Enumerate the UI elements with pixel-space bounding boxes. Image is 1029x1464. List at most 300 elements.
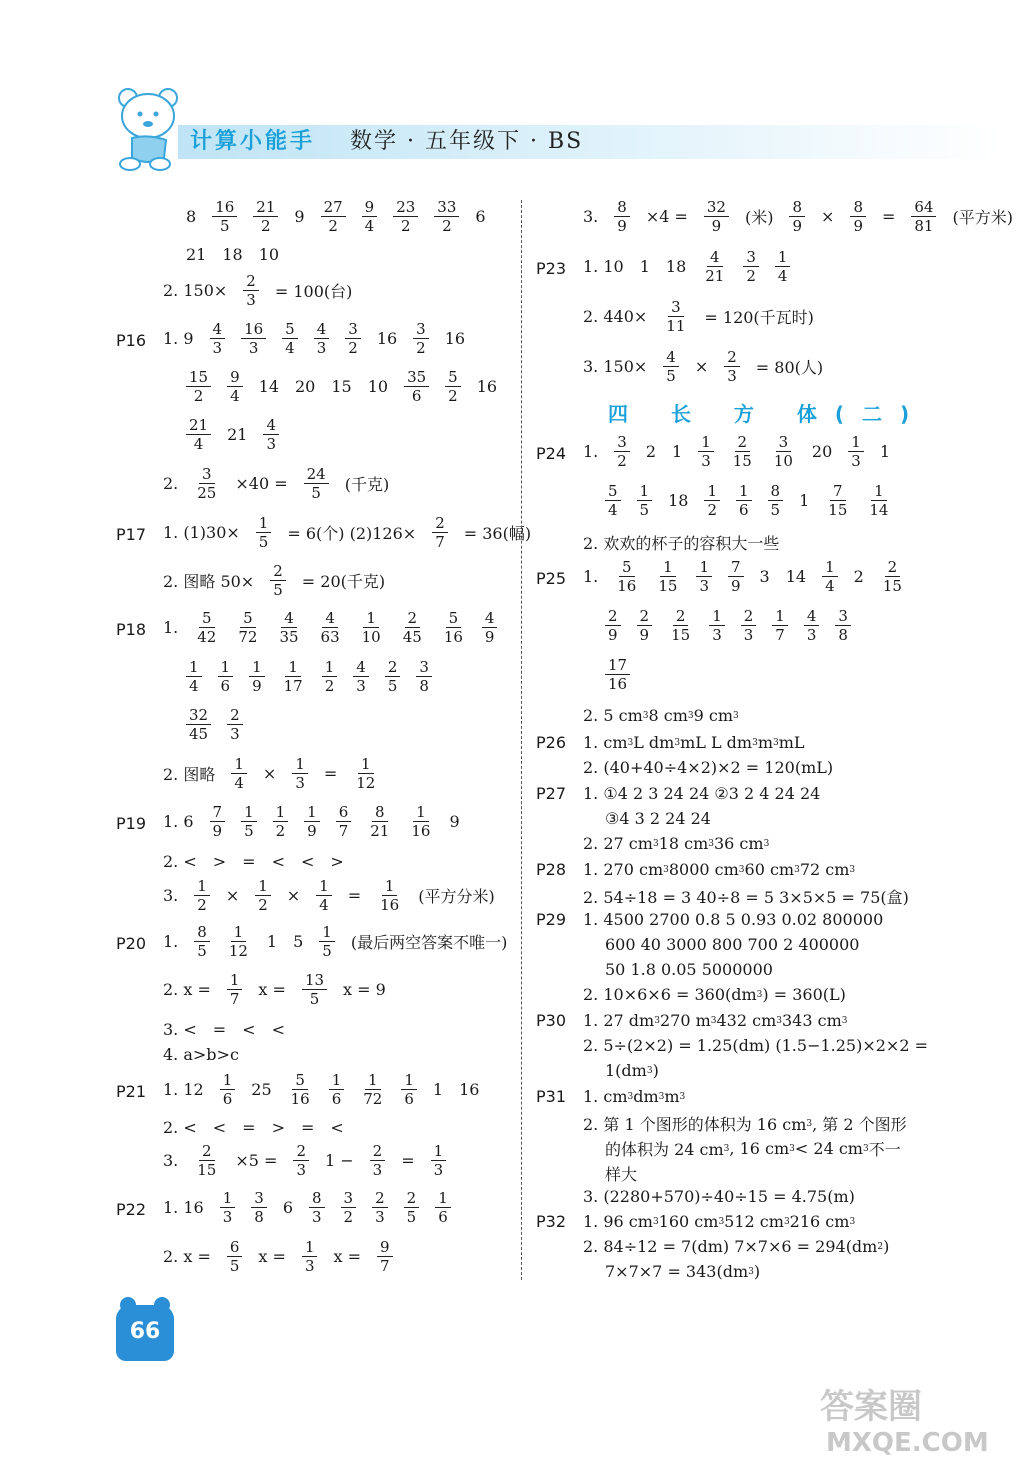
denominator: 15 xyxy=(658,577,678,595)
fraction xyxy=(227,368,243,405)
answer-item: 1 − xyxy=(324,1151,354,1170)
fraction xyxy=(445,368,461,405)
denominator: 7 xyxy=(775,626,785,644)
numerator: 2 xyxy=(293,1142,309,1161)
fraction xyxy=(194,609,219,646)
numerator: 1 xyxy=(709,607,725,626)
answer-item: 3. xyxy=(583,207,599,226)
denominator: 3 xyxy=(316,339,327,357)
answer-item: = xyxy=(323,764,338,783)
numerator: 1 xyxy=(220,1189,236,1208)
numerator: 1 xyxy=(382,877,398,896)
numerator: 3 xyxy=(614,433,630,452)
right-text: ③4 3 2 24 24 xyxy=(605,809,711,828)
fraction xyxy=(404,368,429,405)
answer-item: = xyxy=(347,886,362,905)
answer-item: ×4 = xyxy=(645,207,688,226)
fraction xyxy=(482,609,498,646)
fraction xyxy=(768,482,784,519)
right-row xyxy=(583,558,921,595)
left-row xyxy=(163,272,368,309)
numerator: 4 xyxy=(314,320,330,339)
answer-item: > xyxy=(330,852,344,871)
fraction xyxy=(614,433,630,470)
fraction xyxy=(194,923,210,960)
numerator: 7 xyxy=(830,482,846,501)
denominator: 9 xyxy=(307,822,317,840)
page-label: P19 xyxy=(116,814,147,833)
right-text: 2. 10×6×6 = 360(dm 3 ) = 360(L) xyxy=(583,985,846,1004)
answer-item: 1. xyxy=(163,618,179,637)
answer-item: < xyxy=(271,852,285,871)
column-divider xyxy=(521,200,522,1280)
numerator: 4 xyxy=(210,320,226,339)
fraction xyxy=(186,416,211,453)
answer-item: 20 xyxy=(811,442,833,461)
numerator: 1 xyxy=(848,433,864,452)
fraction xyxy=(850,198,866,235)
page-label: P26 xyxy=(536,733,567,752)
numerator: 1 xyxy=(698,433,714,452)
right-text: 3. (2280+570)÷40÷15 = 4.75(m) xyxy=(583,1187,855,1206)
fraction xyxy=(322,658,338,695)
fraction xyxy=(416,658,432,695)
numerator: 16 xyxy=(212,198,237,217)
answer-item: 1 xyxy=(639,257,650,276)
answer-item: 25 xyxy=(251,1080,272,1099)
numerator: 2 xyxy=(432,514,448,533)
fraction xyxy=(637,607,653,644)
numerator: 5 xyxy=(619,558,635,577)
fraction xyxy=(372,1189,388,1226)
fraction xyxy=(408,803,433,840)
denominator: 9 xyxy=(252,677,262,695)
fraction xyxy=(241,320,266,357)
fraction xyxy=(413,320,429,357)
numerator: 1 xyxy=(660,558,676,577)
answer-item: (平方米) xyxy=(952,208,1013,227)
answer-item: 3. xyxy=(163,1151,179,1170)
answer-item: 20 xyxy=(295,377,316,396)
denominator: 3 xyxy=(248,339,259,357)
page-number-badge xyxy=(116,1305,174,1361)
denominator: 7 xyxy=(338,822,349,840)
answer-item: 5 xyxy=(293,932,304,951)
left-row xyxy=(163,1189,467,1226)
numerator: 8 xyxy=(194,923,210,942)
denominator: 35 xyxy=(279,628,299,646)
fraction xyxy=(789,198,805,235)
fraction xyxy=(212,198,237,235)
numerator: 2 xyxy=(372,1189,388,1208)
numerator: 13 xyxy=(302,971,327,990)
denominator: 6 xyxy=(331,1090,342,1108)
fraction xyxy=(702,248,727,285)
denominator: 2 xyxy=(324,677,335,695)
fraction xyxy=(401,1071,417,1108)
numerator: 1 xyxy=(431,1142,447,1161)
numerator: 8 xyxy=(309,1189,325,1208)
numerator: 2 xyxy=(724,348,740,367)
fraction xyxy=(880,558,905,595)
answer-item: 2 xyxy=(645,442,656,461)
answer-item: (米) xyxy=(744,208,774,227)
answer-item: 2. xyxy=(163,474,179,493)
fraction xyxy=(605,656,630,693)
numerator: 1 xyxy=(822,558,838,577)
fraction xyxy=(241,803,257,840)
answer-item: = xyxy=(300,1118,315,1137)
denominator: 9 xyxy=(608,626,618,644)
left-row xyxy=(163,1020,301,1039)
answer-item: (千克) xyxy=(344,475,390,494)
left-row xyxy=(186,658,448,695)
denominator: 2 xyxy=(328,217,338,235)
numerator: 3 xyxy=(341,1189,357,1208)
left-row xyxy=(163,923,523,960)
numerator: 3 xyxy=(413,320,429,339)
denominator: 4 xyxy=(230,387,240,405)
denominator: 2 xyxy=(707,501,717,519)
answer-item: 3. 150× xyxy=(583,357,648,376)
numerator: 1 xyxy=(220,1071,236,1090)
numerator: 21 xyxy=(253,198,278,217)
numerator: 5 xyxy=(445,368,461,387)
denominator: 9 xyxy=(639,626,650,644)
fraction xyxy=(341,1189,357,1226)
right-text: 2. 54÷18 = 3 40÷8 = 5 3×5×5 = 75(盒) xyxy=(583,888,909,907)
right-row xyxy=(583,433,906,470)
numerator: 2 xyxy=(243,272,259,291)
denominator: 8 xyxy=(838,626,848,644)
answer-item: < xyxy=(242,1020,256,1039)
numerator: 2 xyxy=(385,658,401,677)
numerator: 6 xyxy=(227,1238,243,1257)
fraction xyxy=(435,1189,451,1226)
numerator: 1 xyxy=(231,755,247,774)
answer-item: = 80(人) xyxy=(755,358,824,377)
fraction xyxy=(231,755,247,792)
answer-item: x = 9 xyxy=(343,980,386,999)
left-row xyxy=(163,320,481,357)
numerator: 6 xyxy=(336,803,352,822)
numerator: 1 xyxy=(871,482,887,501)
numerator: 17 xyxy=(605,656,630,675)
fraction xyxy=(243,272,259,309)
denominator: 5 xyxy=(406,1208,417,1226)
numerator: 1 xyxy=(231,923,247,942)
numerator: 1 xyxy=(285,658,301,677)
numerator: 1 xyxy=(304,803,320,822)
page-label: P28 xyxy=(536,860,567,879)
numerator: 4 xyxy=(353,658,369,677)
numerator: 23 xyxy=(393,198,418,217)
denominator: 11 xyxy=(666,317,686,335)
denominator: 4 xyxy=(825,577,835,595)
numerator: 21 xyxy=(186,416,211,435)
denominator: 4 xyxy=(364,217,375,235)
numerator: 3 xyxy=(743,248,759,267)
denominator: 21 xyxy=(370,822,390,840)
denominator: 10 xyxy=(361,628,381,646)
fraction xyxy=(434,198,459,235)
denominator: 3 xyxy=(743,626,754,644)
answer-item: = xyxy=(242,1118,256,1137)
numerator: 2 xyxy=(885,558,901,577)
right-text: 2. 84÷12 = 7(dm) 7×7×6 = 294(dm 2 ) xyxy=(583,1237,890,1256)
denominator: 3 xyxy=(266,435,276,453)
answer-item: × xyxy=(286,886,301,905)
right-text: 2. 第 1 个图形的体积为 16 cm 3 , 第 2 个图形 xyxy=(583,1115,907,1134)
answer-item: × xyxy=(694,357,709,376)
answer-item: 4. a>b>c xyxy=(163,1045,239,1064)
denominator: 3 xyxy=(699,577,709,595)
numerator: 2 xyxy=(270,562,286,581)
fraction xyxy=(226,923,251,960)
left-row xyxy=(163,877,511,914)
fraction xyxy=(309,1189,325,1226)
denominator: 3 xyxy=(212,339,223,357)
fraction xyxy=(637,482,653,519)
fraction xyxy=(256,514,272,551)
denominator: 4 xyxy=(777,267,788,285)
numerator: 2 xyxy=(405,609,421,628)
fraction xyxy=(249,658,265,695)
denominator: 17 xyxy=(283,677,303,695)
denominator: 9 xyxy=(853,217,863,235)
fraction xyxy=(345,320,361,357)
denominator: 7 xyxy=(380,1257,390,1275)
denominator: 3 xyxy=(701,452,711,470)
fraction xyxy=(866,482,891,519)
denominator: 3 xyxy=(304,1257,315,1275)
denominator: 3 xyxy=(295,774,305,792)
numerator: 1 xyxy=(365,1071,381,1090)
fraction xyxy=(186,368,211,405)
right-text: 样大 xyxy=(605,1165,638,1184)
fraction xyxy=(319,923,335,960)
numerator: 7 xyxy=(210,803,226,822)
numerator: 5 xyxy=(282,320,298,339)
bear-mascot-icon xyxy=(110,82,190,172)
left-row xyxy=(163,755,394,792)
denominator: 3 xyxy=(372,1161,383,1179)
denominator: 15 xyxy=(197,1161,217,1179)
fraction xyxy=(316,877,332,914)
denominator: 14 xyxy=(869,501,889,519)
denominator: 5 xyxy=(666,367,676,385)
numerator: 1 xyxy=(322,658,338,677)
page-number: 66 xyxy=(129,1319,161,1344)
answer-item: 2 xyxy=(853,567,864,586)
denominator: 8 xyxy=(254,1208,264,1226)
page-label: P24 xyxy=(536,444,567,463)
fraction xyxy=(359,609,384,646)
answer-item: = xyxy=(242,852,256,871)
denominator: 6 xyxy=(438,1208,448,1226)
denominator: 6 xyxy=(404,1090,414,1108)
numerator: 5 xyxy=(446,609,462,628)
numerator: 1 xyxy=(704,482,720,501)
denominator: 5 xyxy=(322,942,332,960)
answer-item: = xyxy=(212,1020,227,1039)
numerator: 1 xyxy=(696,558,712,577)
fraction xyxy=(367,803,392,840)
answer-item: 1. 16 xyxy=(163,1198,204,1217)
fraction xyxy=(251,1189,267,1226)
fraction xyxy=(730,433,755,470)
denominator: 2 xyxy=(442,217,452,235)
fraction xyxy=(353,658,369,695)
page-label: P27 xyxy=(536,784,567,803)
answer-item: 10 xyxy=(258,245,280,264)
fraction xyxy=(724,348,740,385)
answer-item: 2. < xyxy=(163,1118,197,1137)
answer-item: 16 xyxy=(459,1080,480,1099)
answer-item: < xyxy=(300,852,315,871)
right-row xyxy=(605,482,907,519)
numerator: 32 xyxy=(186,706,211,725)
numerator: 2 xyxy=(227,706,243,725)
fraction xyxy=(210,803,226,840)
numerator: 3 xyxy=(416,658,432,677)
fraction xyxy=(353,755,378,792)
left-row xyxy=(163,971,402,1008)
denominator: 81 xyxy=(914,217,934,235)
left-row xyxy=(163,609,513,646)
answer-item: 2. x = xyxy=(163,980,211,999)
numerator: 1 xyxy=(435,1189,451,1208)
numerator: 16 xyxy=(241,320,266,339)
denominator: 9 xyxy=(212,822,223,840)
answer-item: 16 xyxy=(376,329,398,348)
fraction xyxy=(432,514,448,551)
left-row xyxy=(163,1238,409,1275)
numerator: 27 xyxy=(321,198,346,217)
fraction xyxy=(255,877,271,914)
right-row xyxy=(583,531,795,554)
answer-item: = 20(千克) xyxy=(301,572,386,591)
numerator: 2 xyxy=(404,1189,420,1208)
answer-item: 9 xyxy=(294,207,305,226)
fraction xyxy=(848,433,864,470)
denominator: 7 xyxy=(435,533,445,551)
left-row xyxy=(186,198,502,235)
right-row xyxy=(583,248,806,285)
denominator: 21 xyxy=(705,267,725,285)
page-label: P31 xyxy=(536,1087,567,1106)
subject-title: 数学 · 五年级下 · BS xyxy=(350,129,584,154)
denominator: 3 xyxy=(851,452,861,470)
answer-item: x = xyxy=(333,1247,361,1266)
right-text: 1(dm 3 ) xyxy=(605,1061,659,1080)
numerator: 1 xyxy=(194,877,210,896)
denominator: 72 xyxy=(363,1090,383,1108)
numerator: 1 xyxy=(256,514,272,533)
denominator: 15 xyxy=(671,626,691,644)
answer-item: = 36(幅) xyxy=(463,524,532,543)
numerator: 4 xyxy=(707,248,723,267)
denominator: 6 xyxy=(220,677,231,695)
fraction xyxy=(704,198,729,235)
numerator: 1 xyxy=(227,971,243,990)
denominator: 9 xyxy=(711,217,722,235)
denominator: 45 xyxy=(402,628,422,646)
answer-item: × xyxy=(225,886,240,905)
fraction xyxy=(360,1071,385,1108)
answer-item: 10 xyxy=(367,377,389,396)
denominator: 4 xyxy=(193,435,204,453)
numerator: 3 xyxy=(776,433,792,452)
denominator: 3 xyxy=(230,725,240,743)
answer-item: 18 xyxy=(665,257,687,276)
right-row xyxy=(605,656,646,693)
answer-item: 8 xyxy=(186,207,197,226)
numerator: 1 xyxy=(255,877,271,896)
denominator: 4 xyxy=(285,339,295,357)
answer-item: = 6(个) (2)126× xyxy=(287,524,417,543)
answer-item: 16 xyxy=(444,329,466,348)
denominator: 5 xyxy=(273,581,283,599)
fraction xyxy=(393,198,418,235)
answer-item: 1. (1)30× xyxy=(163,523,240,542)
numerator: 1 xyxy=(363,609,379,628)
fraction xyxy=(370,1142,386,1179)
answer-item: > xyxy=(271,1118,285,1137)
fraction xyxy=(220,1189,236,1226)
numerator: 9 xyxy=(362,198,378,217)
answer-item: = 100(台) xyxy=(274,282,353,301)
answer-item: 2. 欢欢的杯子的容积大一些 xyxy=(583,534,780,553)
numerator: 4 xyxy=(804,607,820,626)
numerator: 1 xyxy=(401,1071,417,1090)
numerator: 8 xyxy=(789,198,805,217)
answer-item: 18 xyxy=(222,245,243,264)
numerator: 1 xyxy=(736,482,752,501)
fraction xyxy=(302,1238,318,1275)
answer-item: ×5 = xyxy=(235,1151,278,1170)
fraction xyxy=(377,877,402,914)
right-text: 2. 5 cm 3 8 cm 3 9 cm 3 xyxy=(583,706,739,725)
fraction xyxy=(293,1142,309,1179)
denominator: 63 xyxy=(320,628,340,646)
denominator: 10 xyxy=(773,452,793,470)
fraction xyxy=(825,482,850,519)
denominator: 6 xyxy=(222,1090,233,1108)
right-text: 2. 5÷(2×2) = 1.25(dm) (1.5−1.25)×2×2 = xyxy=(583,1036,928,1055)
answer-item: < xyxy=(212,1118,227,1137)
fraction xyxy=(698,433,714,470)
brand-title: 计算小能手 xyxy=(190,129,316,154)
fraction xyxy=(227,706,243,743)
fraction xyxy=(235,609,260,646)
denominator: 3 xyxy=(433,1161,444,1179)
numerator: 2 xyxy=(605,607,621,626)
numerator: 1 xyxy=(772,607,788,626)
numerator: 8 xyxy=(372,803,388,822)
fraction xyxy=(663,298,688,335)
fraction xyxy=(329,1071,345,1108)
denominator: 7 xyxy=(229,990,240,1008)
fraction xyxy=(772,607,788,644)
numerator: 1 xyxy=(241,803,257,822)
fraction xyxy=(696,558,712,595)
numerator: 8 xyxy=(768,482,784,501)
numerator: 1 xyxy=(302,1238,318,1257)
right-text: 7×7×7 = 343(dm 3 ) xyxy=(605,1262,761,1281)
right-text: 600 40 3000 800 700 2 400000 xyxy=(605,935,860,954)
right-row xyxy=(605,607,867,644)
